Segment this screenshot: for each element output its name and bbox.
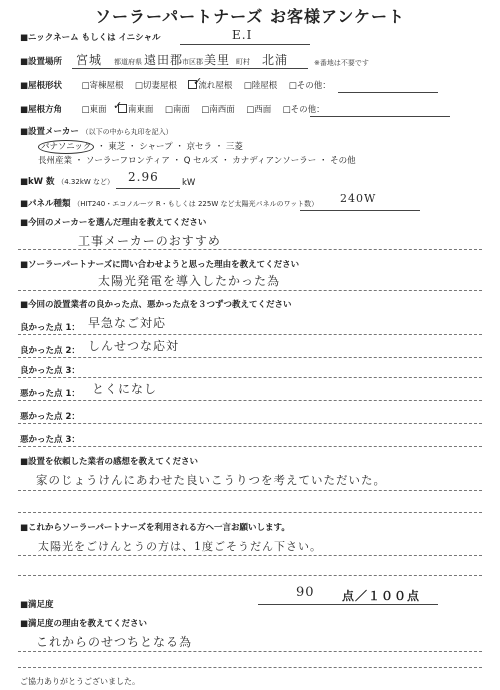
q-satisfaction-reason-line-1 bbox=[18, 651, 482, 652]
kw-underline bbox=[116, 188, 180, 189]
maker-option-solar-frontier[interactable]: ・ ソーラーフロンティア bbox=[74, 156, 170, 166]
roof-shape-label: ■屋根形状 bbox=[20, 81, 63, 91]
nickname-label: ■ニックネーム もしくは イニシャル bbox=[20, 33, 161, 43]
roof-direction-option-6[interactable]: □その他： bbox=[282, 105, 325, 115]
q-message-label: ■これからソーラーパートナーズを利用される方へ一言お願いします。 bbox=[20, 523, 290, 533]
q-maker-reason-label: ■今回のメーカーを選んだ理由を教えてください bbox=[20, 218, 207, 228]
location-city-unit: 市区郡 bbox=[182, 58, 203, 66]
roof-shape-row bbox=[20, 80, 331, 92]
maker-option-toshiba[interactable]: ・ 東芝 bbox=[97, 142, 126, 152]
maker-option-other[interactable]: ・ その他 bbox=[318, 156, 356, 166]
location-pref-value: 宮城 bbox=[76, 53, 103, 67]
bad-line-3 bbox=[18, 446, 482, 447]
satisfaction-suffix: 点／１００点 bbox=[342, 589, 421, 603]
q-impression-line-1 bbox=[18, 490, 482, 491]
q-impression-answer: 家のじょうけんにあわせた良いこうりつを考えていただいた。 bbox=[36, 473, 386, 487]
q-maker-reason-line bbox=[18, 249, 482, 250]
satisfaction-value: 90 bbox=[296, 585, 315, 600]
q-impression-line-2 bbox=[18, 512, 482, 513]
bad-label-2: 悪かった点 2： bbox=[20, 412, 80, 422]
location-city-value: 遠田郡 bbox=[144, 53, 184, 67]
location-town-value: 美里 bbox=[204, 53, 231, 67]
survey-title: ソーラーパートナーズ お客様アンケート bbox=[94, 7, 405, 26]
location-label: ■設置場所 bbox=[20, 57, 63, 67]
maker-option-sharp[interactable]: ・ シャープ bbox=[128, 142, 173, 152]
kw-label: ■kW 数 bbox=[20, 177, 55, 187]
roof-shape-option-2[interactable]: □切妻屋根 bbox=[134, 81, 177, 91]
q-satisfaction-reason-line-2 bbox=[18, 667, 482, 668]
q-inquiry-reason-line bbox=[18, 290, 482, 291]
kw-unit: kW bbox=[182, 178, 196, 188]
satisfaction-label: ■満足度 bbox=[20, 600, 54, 610]
q-maker-reason-answer: 工事メーカーのおすすめ bbox=[78, 234, 221, 248]
roof-direction-option-1[interactable]: □東面 bbox=[81, 105, 107, 115]
q-message-line-2 bbox=[18, 575, 482, 576]
good-label-2: 良かった点 2： bbox=[20, 346, 80, 356]
q-good-bad-label: ■今回の設置業者の良かった点、悪かった点を３つずつ教えてください bbox=[20, 300, 292, 310]
roof-direction-check-mark: ✓ bbox=[113, 99, 123, 112]
satisfaction-underline bbox=[258, 604, 438, 605]
maker-option-kyocera[interactable]: ・ 京セラ bbox=[175, 142, 213, 152]
nickname-underline bbox=[180, 44, 310, 45]
roof-shape-option-5[interactable]: □その他： bbox=[288, 81, 331, 91]
roof-shape-check-mark: ✓ bbox=[193, 75, 203, 88]
q-satisfaction-reason-label: ■満足度の理由を教えてください bbox=[20, 619, 148, 629]
location-pref-unit: 都道府県 bbox=[114, 58, 142, 66]
roof-direction-option-2[interactable]: 南東面 bbox=[118, 105, 154, 115]
maker-label: ■設置メーカー bbox=[20, 127, 79, 137]
bad-label-1: 悪かった点 1： bbox=[20, 389, 80, 399]
footer-thanks: ご協力ありがとうございました。 bbox=[20, 677, 140, 686]
good-label-1: 良かった点 1： bbox=[20, 323, 80, 333]
roof-direction-row bbox=[20, 104, 325, 116]
panel-row bbox=[20, 198, 318, 210]
good-line-3 bbox=[18, 377, 482, 378]
panel-value: 240W bbox=[340, 192, 377, 205]
good-answer-1: 早急なご対応 bbox=[88, 316, 167, 330]
bad-line-2 bbox=[18, 423, 482, 424]
maker-option-panasonic[interactable]: パナソニック bbox=[38, 140, 94, 154]
kw-hint: （4.32kW など） bbox=[57, 178, 115, 186]
location-underline bbox=[72, 68, 308, 69]
good-line-2 bbox=[18, 357, 482, 358]
kw-row bbox=[20, 176, 114, 188]
q-satisfaction-reason-answer: これからのせつちとなる為 bbox=[36, 635, 193, 649]
maker-line-2 bbox=[38, 155, 356, 167]
panel-underline bbox=[300, 210, 420, 211]
kw-value: 2.96 bbox=[128, 170, 159, 184]
roof-direction-option-4[interactable]: □南西面 bbox=[201, 105, 235, 115]
maker-heading-row bbox=[20, 126, 173, 138]
location-town-unit: 町村 bbox=[236, 58, 250, 66]
roof-shape-option-1[interactable]: □寄棟屋根 bbox=[81, 81, 124, 91]
maker-hint: （以下の中から丸印を記入） bbox=[81, 128, 173, 136]
bad-label-3: 悪かった点 3： bbox=[20, 435, 80, 445]
roof-shape-option-4[interactable]: □陸屋根 bbox=[243, 81, 278, 91]
good-line-1 bbox=[18, 334, 482, 335]
maker-option-q-cells[interactable]: ・ Q セルズ bbox=[172, 156, 219, 166]
q-message-line-1 bbox=[18, 555, 482, 556]
q-inquiry-reason-label: ■ソーラーパートナーズに問い合わせようと思った理由を教えてください bbox=[20, 260, 300, 270]
roof-direction-other-underline bbox=[310, 116, 450, 117]
roof-direction-option-3[interactable]: □南面 bbox=[164, 105, 190, 115]
maker-option-choshu[interactable]: 長州産業 bbox=[38, 156, 73, 166]
good-answer-2: しんせつな応対 bbox=[88, 339, 180, 353]
location-note: ※番地は不要です bbox=[314, 59, 369, 67]
roof-shape-option-3[interactable]: 流れ屋根 bbox=[188, 81, 232, 91]
roof-direction-option-5[interactable]: □西面 bbox=[246, 105, 272, 115]
nickname-value: E.I bbox=[232, 28, 253, 42]
maker-option-canadian-solar[interactable]: ・ カナディアンソーラー bbox=[221, 156, 317, 166]
q-impression-label: ■設置を依頼した業者の感想を教えてください bbox=[20, 457, 199, 467]
good-label-3: 良かった点 3： bbox=[20, 366, 80, 376]
maker-option-mitsubishi[interactable]: ・ 三菱 bbox=[214, 142, 243, 152]
maker-line-1 bbox=[38, 140, 243, 154]
roof-shape-other-underline bbox=[338, 92, 438, 93]
location-area-value: 北浦 bbox=[262, 53, 289, 67]
panel-hint: （HIT240・エコノルーツ R・もしくは 225W など太陽光パネルのワット数） bbox=[73, 200, 319, 208]
roof-direction-label: ■屋根方角 bbox=[20, 105, 63, 115]
bad-answer-1: とくになし bbox=[92, 382, 158, 396]
panel-label: ■パネル種類 bbox=[20, 199, 71, 209]
q-message-answer: 太陽光をごけんとうの方は、1度ごそうだん下さい。 bbox=[38, 540, 322, 553]
q-inquiry-reason-answer: 太陽光発電を導入したかった為 bbox=[98, 274, 281, 288]
bad-line-1 bbox=[18, 400, 482, 401]
